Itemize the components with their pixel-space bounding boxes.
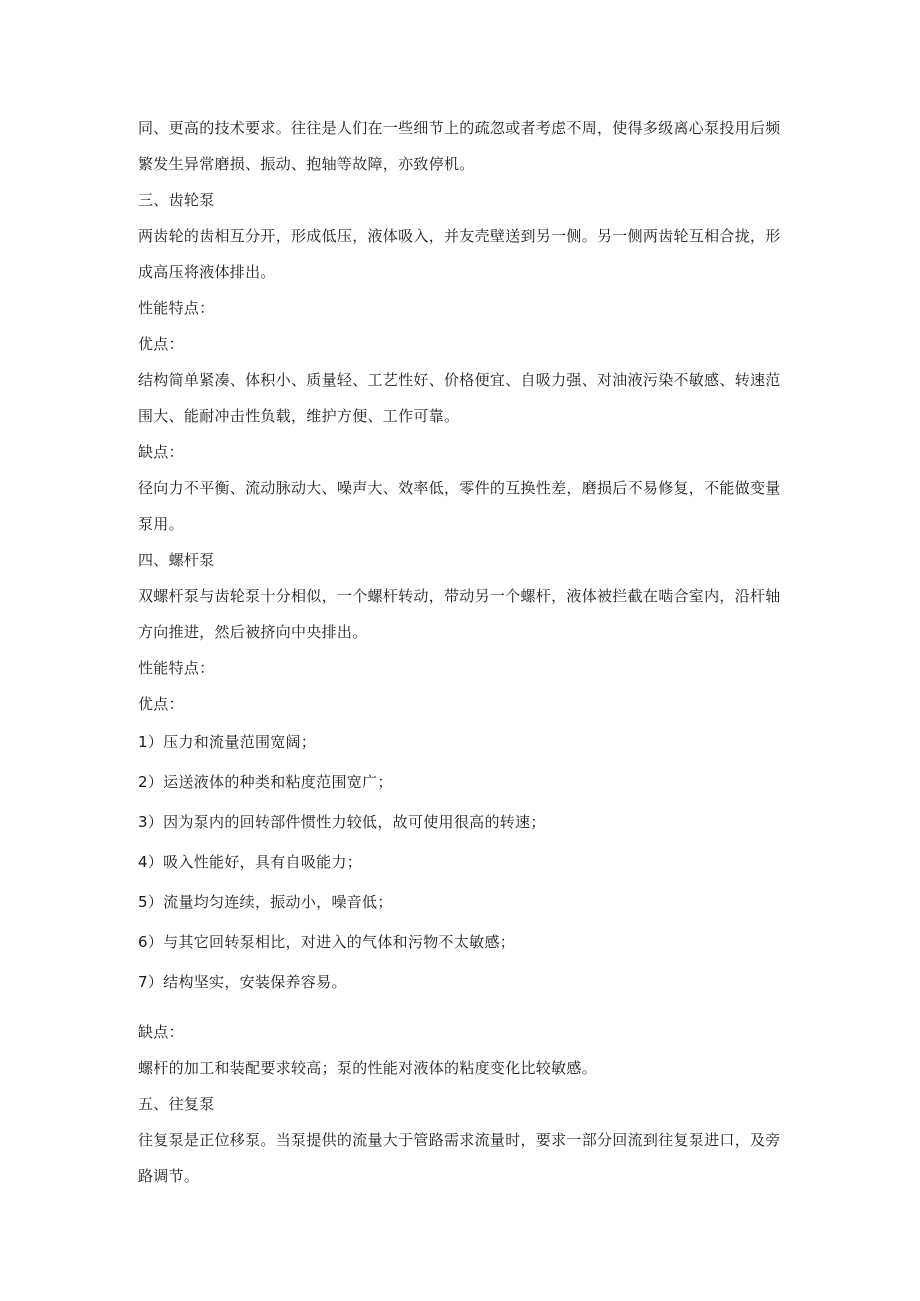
gear-pump-cons-label: 缺点： xyxy=(138,443,184,461)
section-heading-screw-pump: 四、螺杆泵 xyxy=(138,551,215,569)
list-item: 2）运送液体的种类和粘度范围宽广； xyxy=(138,773,393,791)
list-item: 5）流量均匀连续，振动小，噪音低； xyxy=(138,893,393,911)
list-item: 3）因为泵内的回转部件惯性力较低，故可使用很高的转速； xyxy=(138,813,546,831)
screw-pump-cons-label: 缺点： xyxy=(138,1023,184,1041)
spacer xyxy=(138,1002,788,1014)
screw-pump-pros-label: 优点： xyxy=(138,695,184,713)
section-heading-gear-pump: 三、齿轮泵 xyxy=(138,191,215,209)
document-body xyxy=(138,110,788,1194)
intro-paragraph: 同、更高的技术要求。往往是人们在一些细节上的疏忽或者考虑不周，使得多级离心泵投用后频繁发生异常磨损、振动、抱轴等故障，亦致停机。 xyxy=(138,119,781,173)
list-item: 6）与其它回转泵相比，对进入的气体和污物不太敏感； xyxy=(138,933,516,951)
screw-pump-features-label: 性能特点： xyxy=(138,659,215,677)
screw-pump-pros-list xyxy=(138,722,788,1002)
reciprocating-pump-description: 往复泵是正位移泵。当泵提供的流量大于管路需求流量时，要求一部分回流到往复泵进口，及旁路调节。 xyxy=(138,1131,781,1185)
screw-pump-cons-text: 螺杆的加工和装配要求较高；泵的性能对液体的粘度变化比较敏感。 xyxy=(138,1059,598,1077)
gear-pump-cons-text: 径向力不平衡、流动脉动大、噪声大、效率低，零件的互换性差，磨损后不易修复，不能做变量泵用。 xyxy=(138,479,781,533)
section-heading-reciprocating-pump: 五、往复泵 xyxy=(138,1095,215,1113)
screw-pump-description: 双螺杆泵与齿轮泵十分相似，一个螺杆转动，带动另一个螺杆，液体被拦截在啮合室内，沿杆轴方向推进，然后被挤向中央排出。 xyxy=(138,587,781,641)
gear-pump-features-label: 性能特点： xyxy=(138,299,215,317)
gear-pump-pros-text: 结构简单紧凑、体积小、质量轻、工艺性好、价格便宜、自吸力强、对油液污染不敏感、转速范围大、能耐冲击性负载，维护方便、工作可靠。 xyxy=(138,371,781,425)
gear-pump-pros-label: 优点： xyxy=(138,335,184,353)
list-item: 4）吸入性能好，具有自吸能力； xyxy=(138,853,363,871)
list-item: 1）压力和流量范围宽阔； xyxy=(138,733,317,751)
list-item: 7）结构坚实，安装保养容易。 xyxy=(138,973,347,991)
gear-pump-description: 两齿轮的齿相互分开，形成低压，液体吸入，并友壳壁送到另一侧。另一侧两齿轮互相合拢，形成高压将液体排出。 xyxy=(138,227,781,281)
